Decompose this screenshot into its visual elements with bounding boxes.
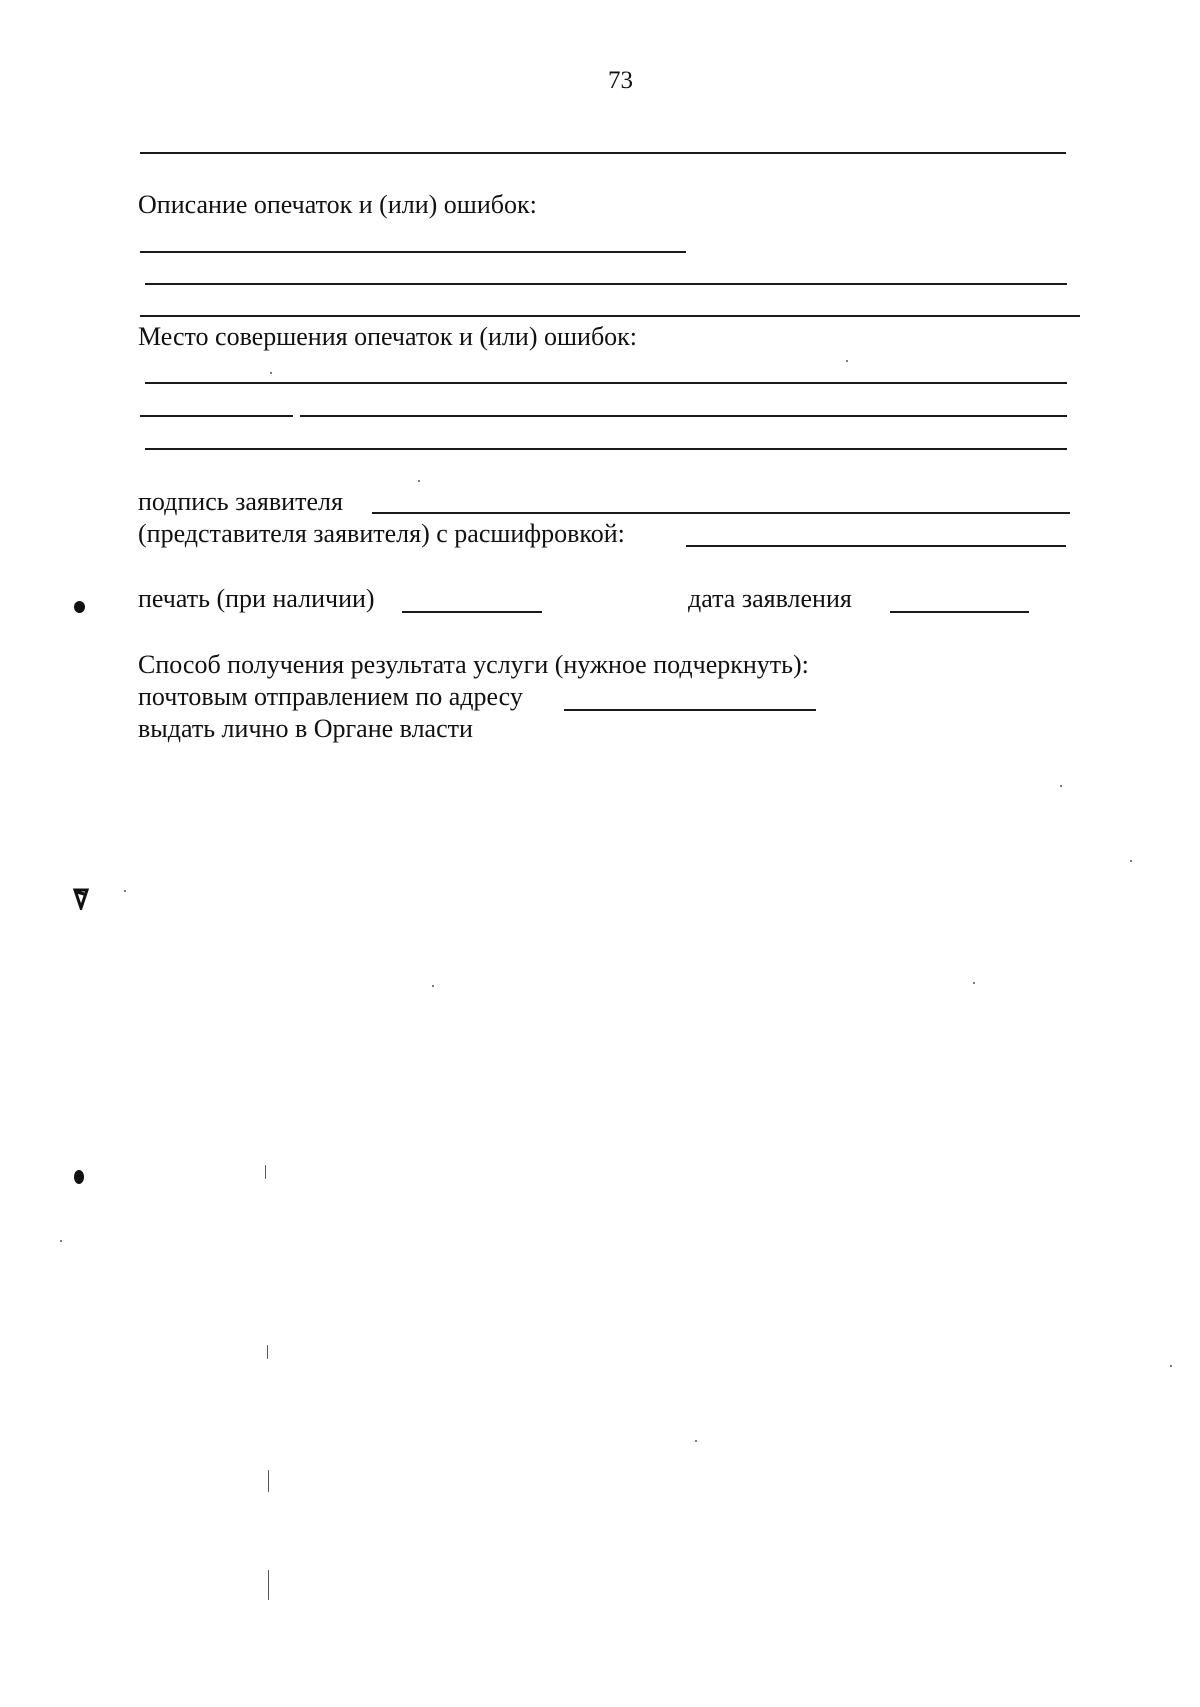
location-field-line-1[interactable]	[145, 382, 1067, 384]
description-label: Описание опечаток и (или) ошибок:	[138, 190, 537, 219]
location-field-line-3[interactable]	[145, 448, 1067, 450]
scan-speck	[270, 372, 272, 374]
scan-speck	[267, 1345, 268, 1359]
scan-speck	[1170, 1365, 1172, 1367]
scan-speck	[1060, 785, 1062, 787]
delivery-heading: Способ получения результата услуги (нужное подчеркнуть):	[138, 650, 809, 679]
description-field-line-3[interactable]	[140, 315, 1080, 317]
punch-mark-bottom	[74, 1170, 84, 1184]
delivery-address-line[interactable]	[564, 709, 816, 711]
date-label: дата заявления	[688, 584, 852, 613]
scan-speck	[432, 985, 434, 987]
scan-speck	[973, 982, 975, 984]
page-number: 73	[608, 67, 633, 94]
scan-speck	[268, 1470, 269, 1492]
punch-mark-top	[74, 601, 85, 613]
delivery-in-person-label[interactable]: выдать лично в Органе власти	[138, 714, 473, 743]
location-field-line-2a[interactable]	[140, 415, 293, 417]
description-field-line-2[interactable]	[145, 283, 1067, 285]
representative-signature-label: (представителя заявителя) с расшифровкой:	[138, 519, 625, 548]
date-line[interactable]	[890, 611, 1029, 613]
representative-signature-line[interactable]	[686, 545, 1066, 547]
applicant-signature-label: подпись заявителя	[138, 487, 343, 516]
seal-line[interactable]	[402, 611, 542, 613]
description-field-line-1[interactable]	[140, 251, 686, 253]
continuation-line	[140, 152, 1066, 154]
delivery-by-mail-label[interactable]: почтовым отправлением по адресу	[138, 682, 523, 711]
applicant-signature-line[interactable]	[372, 512, 1070, 514]
scan-speck	[268, 1570, 269, 1600]
location-label: Место совершения опечаток и (или) ошибок:	[138, 322, 638, 351]
punch-mark-middle	[73, 888, 89, 910]
scan-speck	[695, 1440, 697, 1442]
scan-speck	[60, 1240, 62, 1242]
scan-speck	[265, 1165, 266, 1179]
scan-speck	[846, 360, 848, 362]
scan-speck	[418, 480, 420, 482]
seal-label: печать (при наличии)	[138, 584, 375, 613]
scan-speck	[1130, 860, 1132, 862]
scan-speck	[124, 890, 126, 892]
location-field-line-2b[interactable]	[300, 415, 1067, 417]
